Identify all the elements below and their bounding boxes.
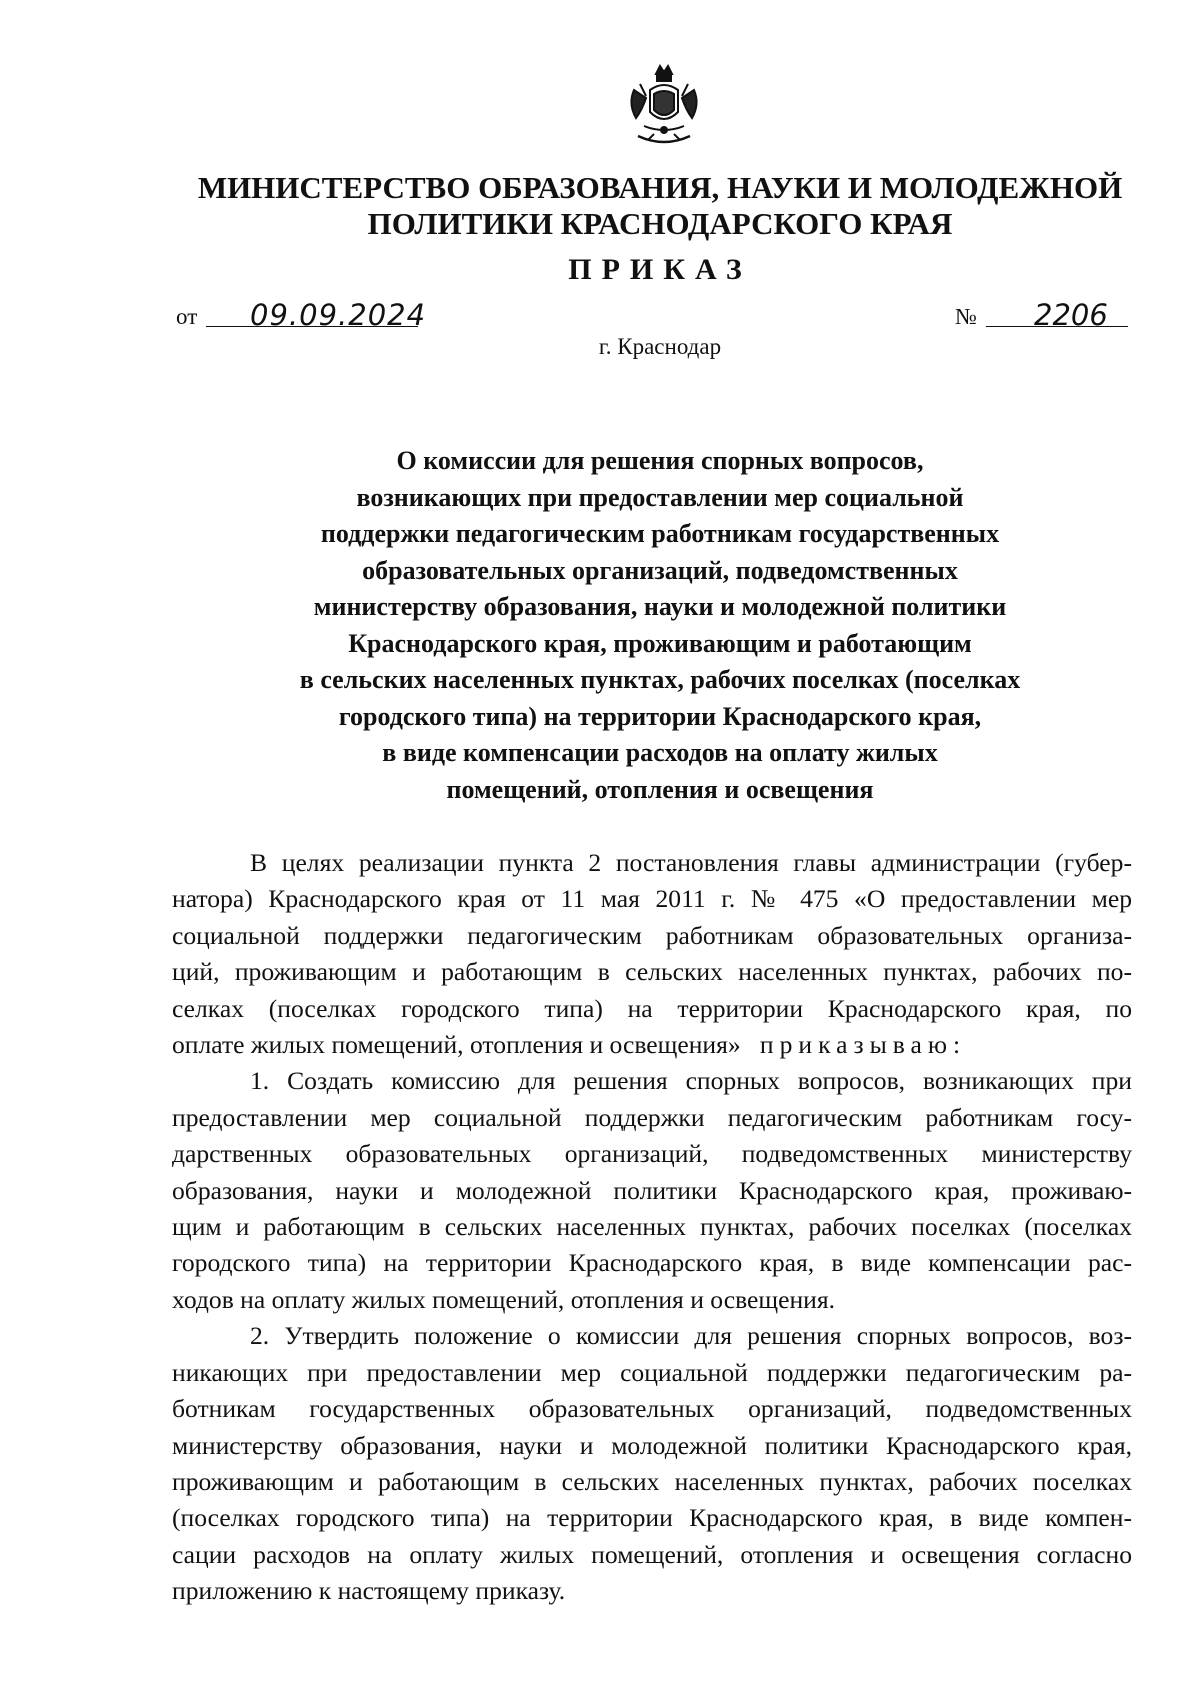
ministry-name-line-2: ПОЛИТИКИ КРАСНОДАРСКОГО КРАЯ — [367, 206, 953, 241]
text-line: городского типа) на территории Краснодарского края, в виде компенсации рас- — [172, 1248, 1132, 1278]
item-1-paragraph — [172, 1063, 1132, 1318]
text-line: министерству образования, науки и молодежной политики Краснодарского края, — [172, 1430, 1132, 1460]
text-line: приложению к настоящему приказу. — [172, 1576, 566, 1606]
order-date: 09.09.2024 — [250, 298, 427, 332]
date-label: от — [176, 304, 198, 329]
subject-line: поддержки педагогическим работникам государственных — [320, 519, 1000, 548]
coat-of-arms — [626, 60, 702, 156]
text-line: щим и работающим в сельских населенных пунктах, рабочих поселках (поселках — [172, 1212, 1132, 1242]
krasnodar-krai-coat-of-arms-icon — [626, 60, 702, 156]
subject-line: помещений, отопления и освещения — [446, 774, 874, 804]
text-line: 1. Создать комиссию для решения спорных вопросов, возникающих при — [250, 1066, 1132, 1096]
subject-line: городского типа) на территории Краснодарского края, — [338, 701, 982, 731]
text-line: ходов на оплату жилых помещений, отопления и освещения. — [172, 1284, 836, 1314]
order-word: приказываю: — [759, 1030, 967, 1060]
preamble-last-text: оплате жилых помещений, отопления и освещения» — [172, 1030, 741, 1060]
order-body — [172, 845, 1132, 1610]
subject-line: министерству образования, науки и молодежной политики — [313, 592, 1007, 621]
text-line: ций, проживающим и работающим в сельских населенных пунктах, рабочих по- — [172, 957, 1132, 987]
text-line — [172, 1027, 1132, 1063]
subject-line: О комиссии для решения спорных вопросов, — [396, 446, 924, 475]
text-line: образования, науки и молодежной политики Краснодарского края, проживаю- — [172, 1175, 1132, 1205]
text-line: дарственных образовательных организаций, подведомственных министерству — [172, 1139, 1132, 1169]
text-line: ботникам государственных образовательных организаций, подведомственных — [172, 1394, 1132, 1424]
subject-line: возникающих при предоставлении мер социальной — [356, 482, 964, 512]
text-line: 2. Утвердить положение о комиссии для решения спорных вопросов, воз- — [250, 1321, 1132, 1351]
text-line: (поселках городского типа) на территории Краснодарского края, в виде компен- — [172, 1503, 1132, 1533]
ministry-name-line-1: МИНИСТЕРСТВО ОБРАЗОВАНИЯ, НАУКИ И МОЛОДЕЖНОЙ — [197, 170, 1123, 205]
subject-line: в сельских населенных пунктах, рабочих поселках (поселках — [299, 665, 1021, 694]
item-2-paragraph — [172, 1318, 1132, 1609]
text-line: В целях реализации пункта 2 постановления главы администрации (губер- — [250, 848, 1132, 877]
text-line: проживающим и работающим в сельских населенных пунктах, рабочих поселках — [172, 1466, 1132, 1496]
text-line: никающих при предоставлении мер социальной поддержки педагогическим ра- — [172, 1357, 1132, 1387]
order-number: 2206 — [1034, 298, 1108, 332]
preamble-paragraph — [172, 845, 1132, 1063]
text-line: социальной поддержки педагогическим работникам образовательных организа- — [172, 920, 1132, 950]
text-line: селках (поселках городского типа) на территории Краснодарского края, по — [172, 993, 1132, 1023]
city: г. Краснодар — [598, 334, 722, 359]
order-subject — [0, 443, 1200, 808]
text-line: натора) Краснодарского края от 11 мая 2011 г. № 475 «О предоставлении мер — [172, 884, 1132, 914]
subject-line: Краснодарского края, проживающим и работающим — [348, 628, 972, 658]
text-line: предоставлении мер социальной поддержки педагогическим работникам госу- — [172, 1102, 1132, 1132]
subject-line: в виде компенсации расходов на оплату жилых — [382, 738, 938, 767]
document-type-title: ПРИКАЗ — [568, 253, 752, 286]
subject-line: образовательных организаций, подведомственных — [362, 555, 958, 585]
number-label: № — [955, 304, 977, 329]
ministry-name — [0, 170, 1200, 242]
text-line: сации расходов на оплату жилых помещений, отопления и освещения согласно — [172, 1539, 1132, 1569]
